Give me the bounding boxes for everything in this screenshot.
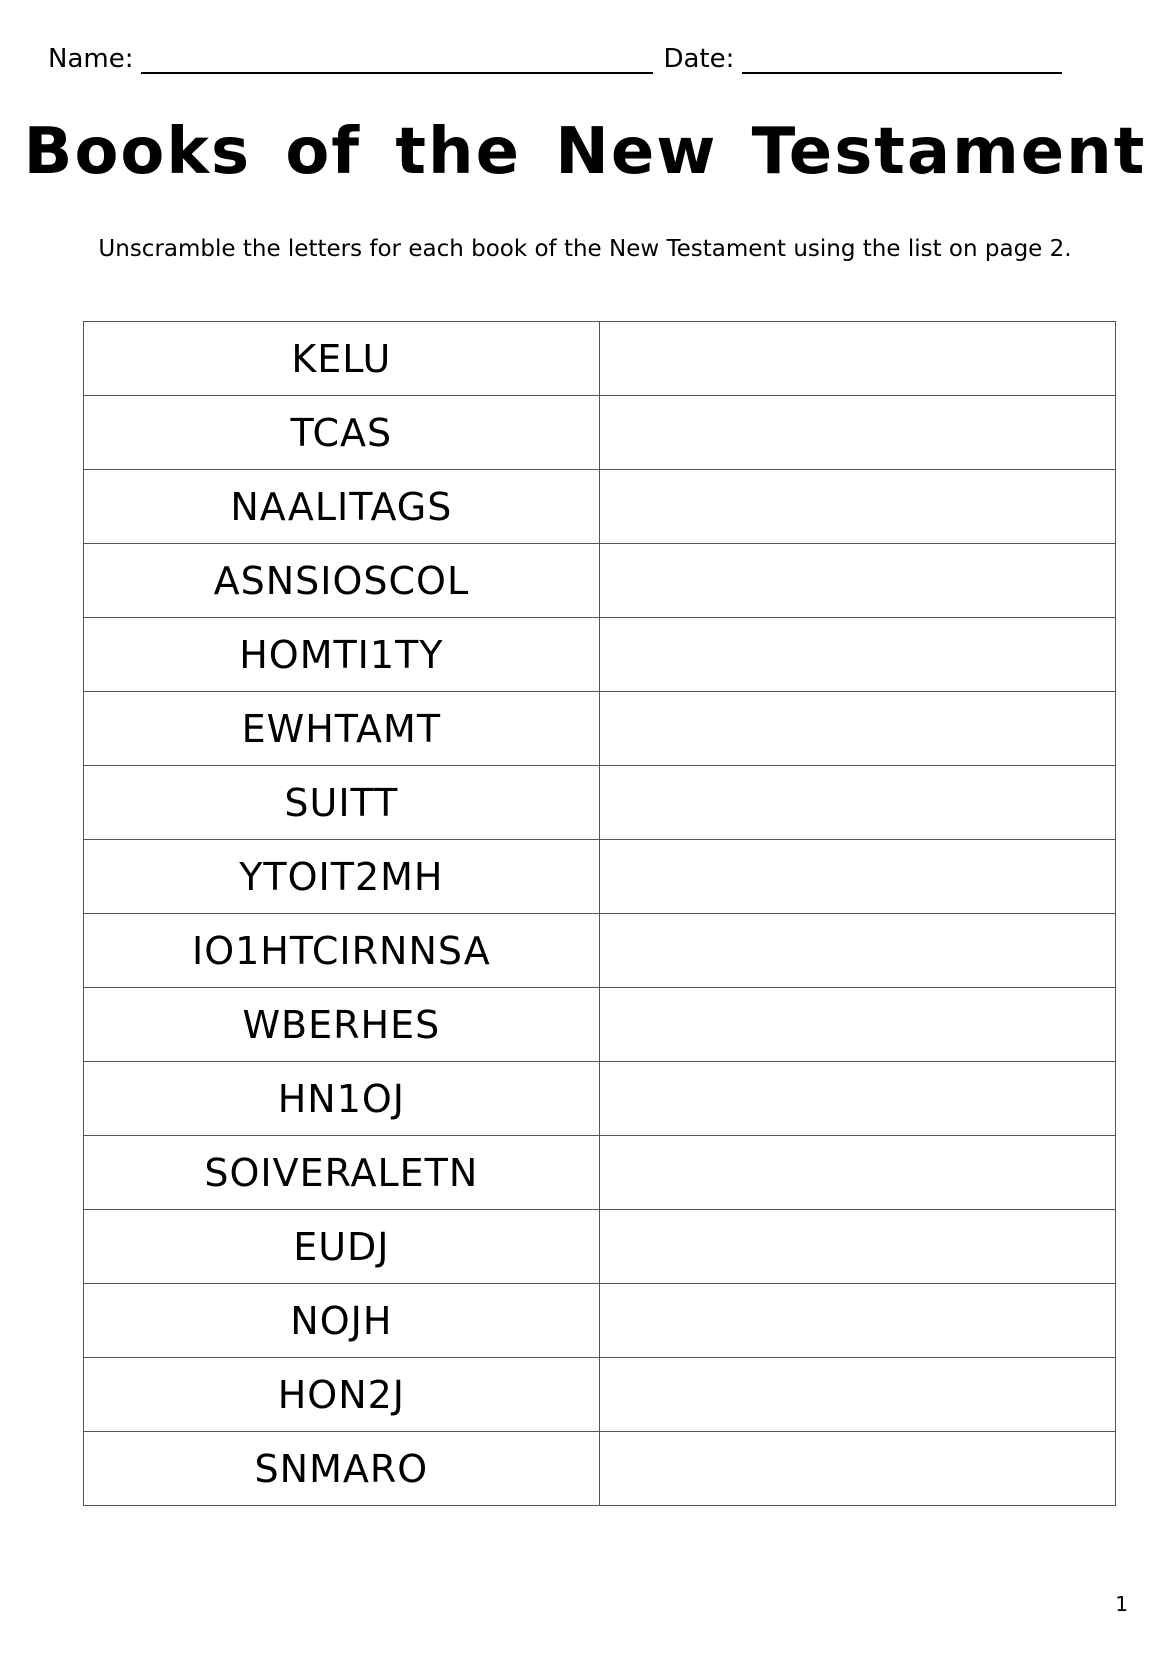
answer-cell[interactable] [599, 322, 1115, 396]
table-row [84, 470, 1116, 544]
name-date-header [48, 44, 1072, 74]
date-label: Date: [663, 44, 735, 74]
table-row [84, 692, 1116, 766]
answer-cell[interactable] [599, 1358, 1115, 1432]
scrambled-word: SNMARO [84, 1432, 600, 1506]
name-label: Name: [48, 44, 134, 74]
table-row [84, 840, 1116, 914]
scrambled-word: NAALITAGS [84, 470, 600, 544]
answer-cell[interactable] [599, 1062, 1115, 1136]
instruction-text: Unscramble the letters for each book of the New Testament using the list on page 2. [98, 236, 1072, 262]
answer-cell[interactable] [599, 914, 1115, 988]
scrambled-word: WBERHES [84, 988, 600, 1062]
scrambled-word: KELU [84, 322, 600, 396]
table-row [84, 766, 1116, 840]
scrambled-word: HN1OJ [84, 1062, 600, 1136]
table-row [84, 322, 1116, 396]
scrambled-word: SOIVERALETN [84, 1136, 600, 1210]
table-row [84, 618, 1116, 692]
table-row [84, 988, 1116, 1062]
scrambled-word: YTOIT2MH [84, 840, 600, 914]
table-row [84, 1432, 1116, 1506]
answer-cell[interactable] [599, 1432, 1115, 1506]
answer-cell[interactable] [599, 618, 1115, 692]
scrambled-word: IO1HTCIRNNSA [84, 914, 600, 988]
scrambled-word: NOJH [84, 1284, 600, 1358]
table-row [84, 1136, 1116, 1210]
worksheet-title: Books of the New Testament [23, 115, 1147, 189]
scrambled-word: EUDJ [84, 1210, 600, 1284]
scrambled-word: HON2J [84, 1358, 600, 1432]
answer-cell[interactable] [599, 544, 1115, 618]
table-row [84, 914, 1116, 988]
scramble-table [83, 321, 1116, 1506]
table-row [84, 544, 1116, 618]
answer-cell[interactable] [599, 1136, 1115, 1210]
table-row [84, 1210, 1116, 1284]
name-blank-line[interactable] [141, 50, 653, 74]
answer-cell[interactable] [599, 766, 1115, 840]
table-row [84, 1284, 1116, 1358]
answer-cell[interactable] [599, 470, 1115, 544]
answer-cell[interactable] [599, 988, 1115, 1062]
scrambled-word: TCAS [84, 396, 600, 470]
date-blank-line[interactable] [742, 50, 1062, 74]
table-row [84, 396, 1116, 470]
scrambled-word: ASNSIOSCOL [84, 544, 600, 618]
scrambled-word: HOMTI1TY [84, 618, 600, 692]
answer-cell[interactable] [599, 396, 1115, 470]
table-row [84, 1062, 1116, 1136]
answer-cell[interactable] [599, 1284, 1115, 1358]
table-row [84, 1358, 1116, 1432]
answer-cell[interactable] [599, 692, 1115, 766]
answer-cell[interactable] [599, 1210, 1115, 1284]
page-number: 1 [1115, 1592, 1128, 1616]
scrambled-word: EWHTAMT [84, 692, 600, 766]
scrambled-word: SUITT [84, 766, 600, 840]
answer-cell[interactable] [599, 840, 1115, 914]
